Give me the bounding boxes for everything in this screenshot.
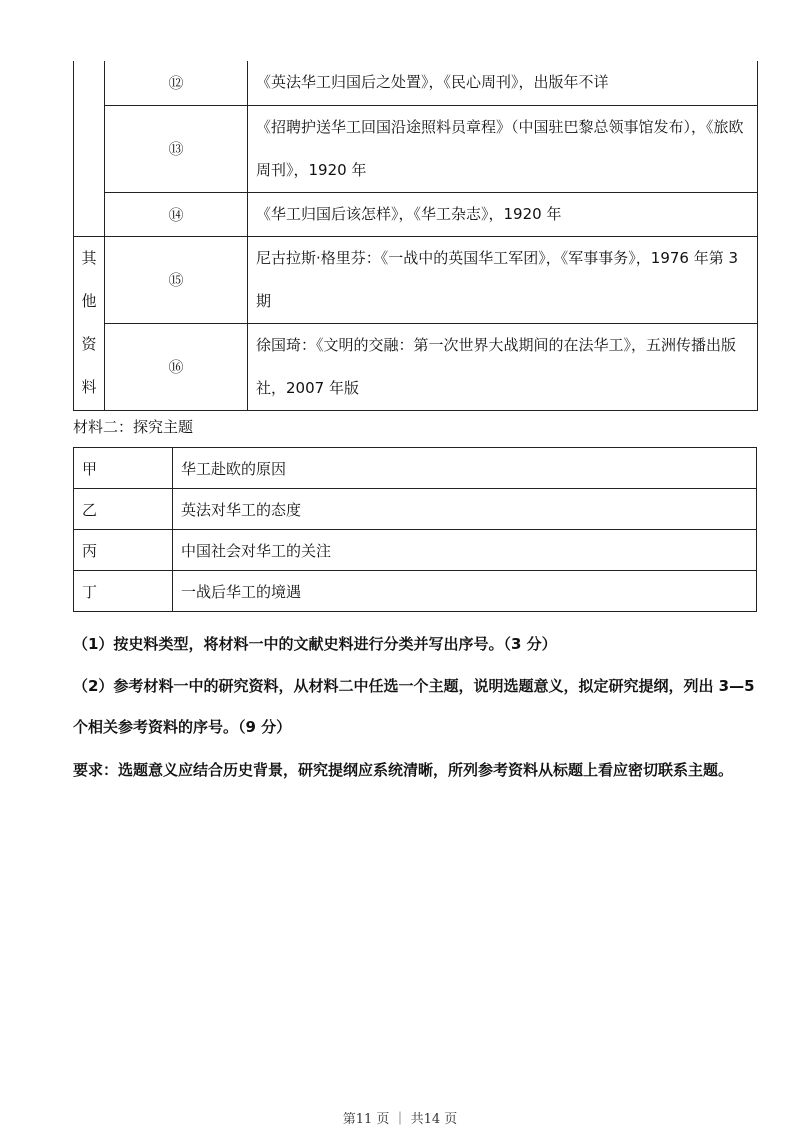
requirement-text: 要求：选题意义应结合历史背景，研究提纲应系统清晰，所列参考资料从标题上看应密切联系主题。	[73, 761, 734, 779]
topic-key: 丁	[74, 571, 173, 612]
side-char: 其	[81, 249, 97, 267]
topic-text: 中国社会对华工的关注	[173, 530, 757, 571]
ref-text: 《招聘护送华工回国沿途照料员章程》（中国驻巴黎总领事馆发布），《旅欧周刊》，1920 年	[248, 105, 758, 192]
reference-row	[74, 236, 758, 323]
topic-key: 乙	[74, 489, 173, 530]
topic-key: 甲	[74, 448, 173, 489]
page-footer: 第11 页 ｜ 共14 页	[342, 1112, 458, 1127]
side-cell-empty	[74, 61, 105, 236]
topic-text: 一战后华工的境遇	[173, 571, 757, 612]
ref-text: 《华工归国后该怎样》，《华工杂志》，1920 年	[248, 192, 758, 236]
topic-row	[74, 571, 757, 612]
references-table	[73, 61, 758, 411]
topic-row	[74, 530, 757, 571]
question-2: （2）参考材料一中的研究资料，从材料二中任选一个主题，说明选题意义，拟定研究提纲，列出 3—5 个相关参考资料的序号。（9 分）	[73, 677, 755, 736]
topic-text: 英法对华工的态度	[173, 489, 757, 530]
question-1: （1）按史料类型，将材料一中的文献史料进行分类并写出序号。（3 分）	[73, 635, 557, 653]
ref-number: ⑭	[105, 192, 248, 236]
ref-number: ⑫	[105, 61, 248, 105]
ref-text: 徐国琦：《文明的交融：第一次世界大战期间的在法华工》，五洲传播出版社，2007 年版	[248, 323, 758, 410]
topic-row	[74, 489, 757, 530]
topics-table	[73, 447, 757, 612]
side-char: 资	[81, 335, 97, 353]
ref-text: 《英法华工归国后之处置》，《民心周刊》，出版年不详	[248, 61, 758, 105]
reference-row	[74, 61, 758, 105]
ref-number: ⑯	[105, 323, 248, 410]
side-char: 料	[81, 378, 97, 396]
topic-key: 丙	[74, 530, 173, 571]
topic-row	[74, 448, 757, 489]
side-char: 他	[81, 292, 97, 310]
ref-number: ⑮	[105, 236, 248, 323]
ref-text: 尼古拉斯·格里芬：《一战中的英国华工军团》，《军事事务》，1976 年第 3 期	[248, 236, 758, 323]
topic-text: 华工赴欧的原因	[173, 448, 757, 489]
reference-row	[74, 323, 758, 410]
material2-label: 材料二：探究主题	[73, 418, 194, 436]
reference-row	[74, 105, 758, 192]
reference-row	[74, 192, 758, 236]
side-label-other-materials	[74, 236, 105, 410]
ref-number: ⑬	[105, 105, 248, 192]
